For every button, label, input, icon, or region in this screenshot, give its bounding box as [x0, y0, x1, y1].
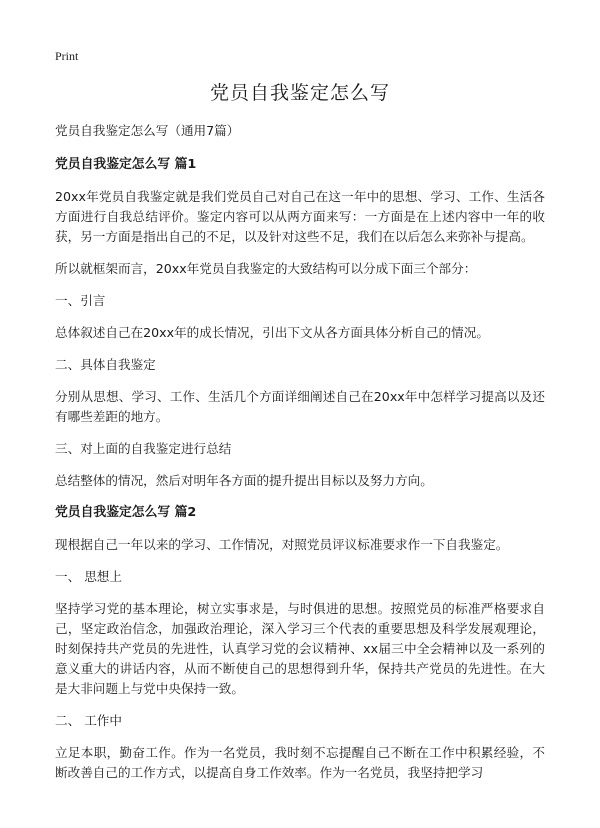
document-body [55, 121, 545, 795]
subheading: 二、 工作中 [55, 713, 122, 728]
paragraph: 坚持学习党的基本理论，树立实事求是，与时俱进的思想。按照党员的标准严格要求自己，坚定政治信念，加强政治理论，深入学习三个代表的重要思想及科学发展观理论，时刻保持共产党员的先进性，认真学习党的会议精神、xx届三中全会精神以及一系列的意义重大的讲话内容，从而不断使自己的思想得到升华，保持共产党员的先进性。在大是大非问题上与党中央保持一致。 [55, 601, 545, 696]
subheading: 二、具体自我鉴定 [55, 357, 156, 372]
subheading: 一、 思想上 [55, 569, 122, 584]
paragraph: 现根据自己一年以来的学习、工作情况，对照党员评议标准要求作一下自我鉴定。 [55, 537, 509, 552]
paragraph: 总体叙述自己在20xx年的成长情况，引出下文从各方面具体分析自己的情况。 [55, 325, 489, 340]
paragraph: 总结整体的情况，然后对明年各方面的提升提出目标以及努力方向。 [55, 473, 433, 488]
print-link[interactable]: Print [55, 49, 79, 63]
paragraph: 所以就框架而言，20xx年党员自我鉴定的大致结构可以分成下面三个部分： [55, 261, 477, 276]
paragraph: 分别从思想、学习、工作、生活几个方面详细阐述自己在20xx年中怎样学习提高以及还有哪些差距的地方。 [55, 389, 545, 424]
paragraph: 立足本职，勤奋工作。作为一名党员，我时刻不忘提醒自己不断在工作中积累经验，不断改善自己的工作方式，以提高自身工作效率。作为一名党员，我坚持把学习 [55, 745, 545, 780]
subheading: 三、对上面的自我鉴定进行总结 [55, 441, 232, 456]
section-heading-1: 党员自我鉴定怎么写 篇1 [55, 157, 197, 172]
document-title: 党员自我鉴定怎么写 [209, 82, 390, 104]
section-heading-2: 党员自我鉴定怎么写 篇2 [55, 505, 197, 520]
paragraph: 20xx年党员自我鉴定就是我们党员自己对自己在这一年中的思想、学习、工作、生活各方面进行自我总结评价。鉴定内容可以从两方面来写：一方面是在上述内容中一年的收获，另一方面是指出自己的不足，以及针对这些不足，我们在以后怎么来弥补与提高。 [55, 189, 545, 244]
document-subtitle: 党员自我鉴定怎么写（通用7篇） [55, 123, 240, 138]
subheading: 一、引言 [55, 293, 106, 308]
